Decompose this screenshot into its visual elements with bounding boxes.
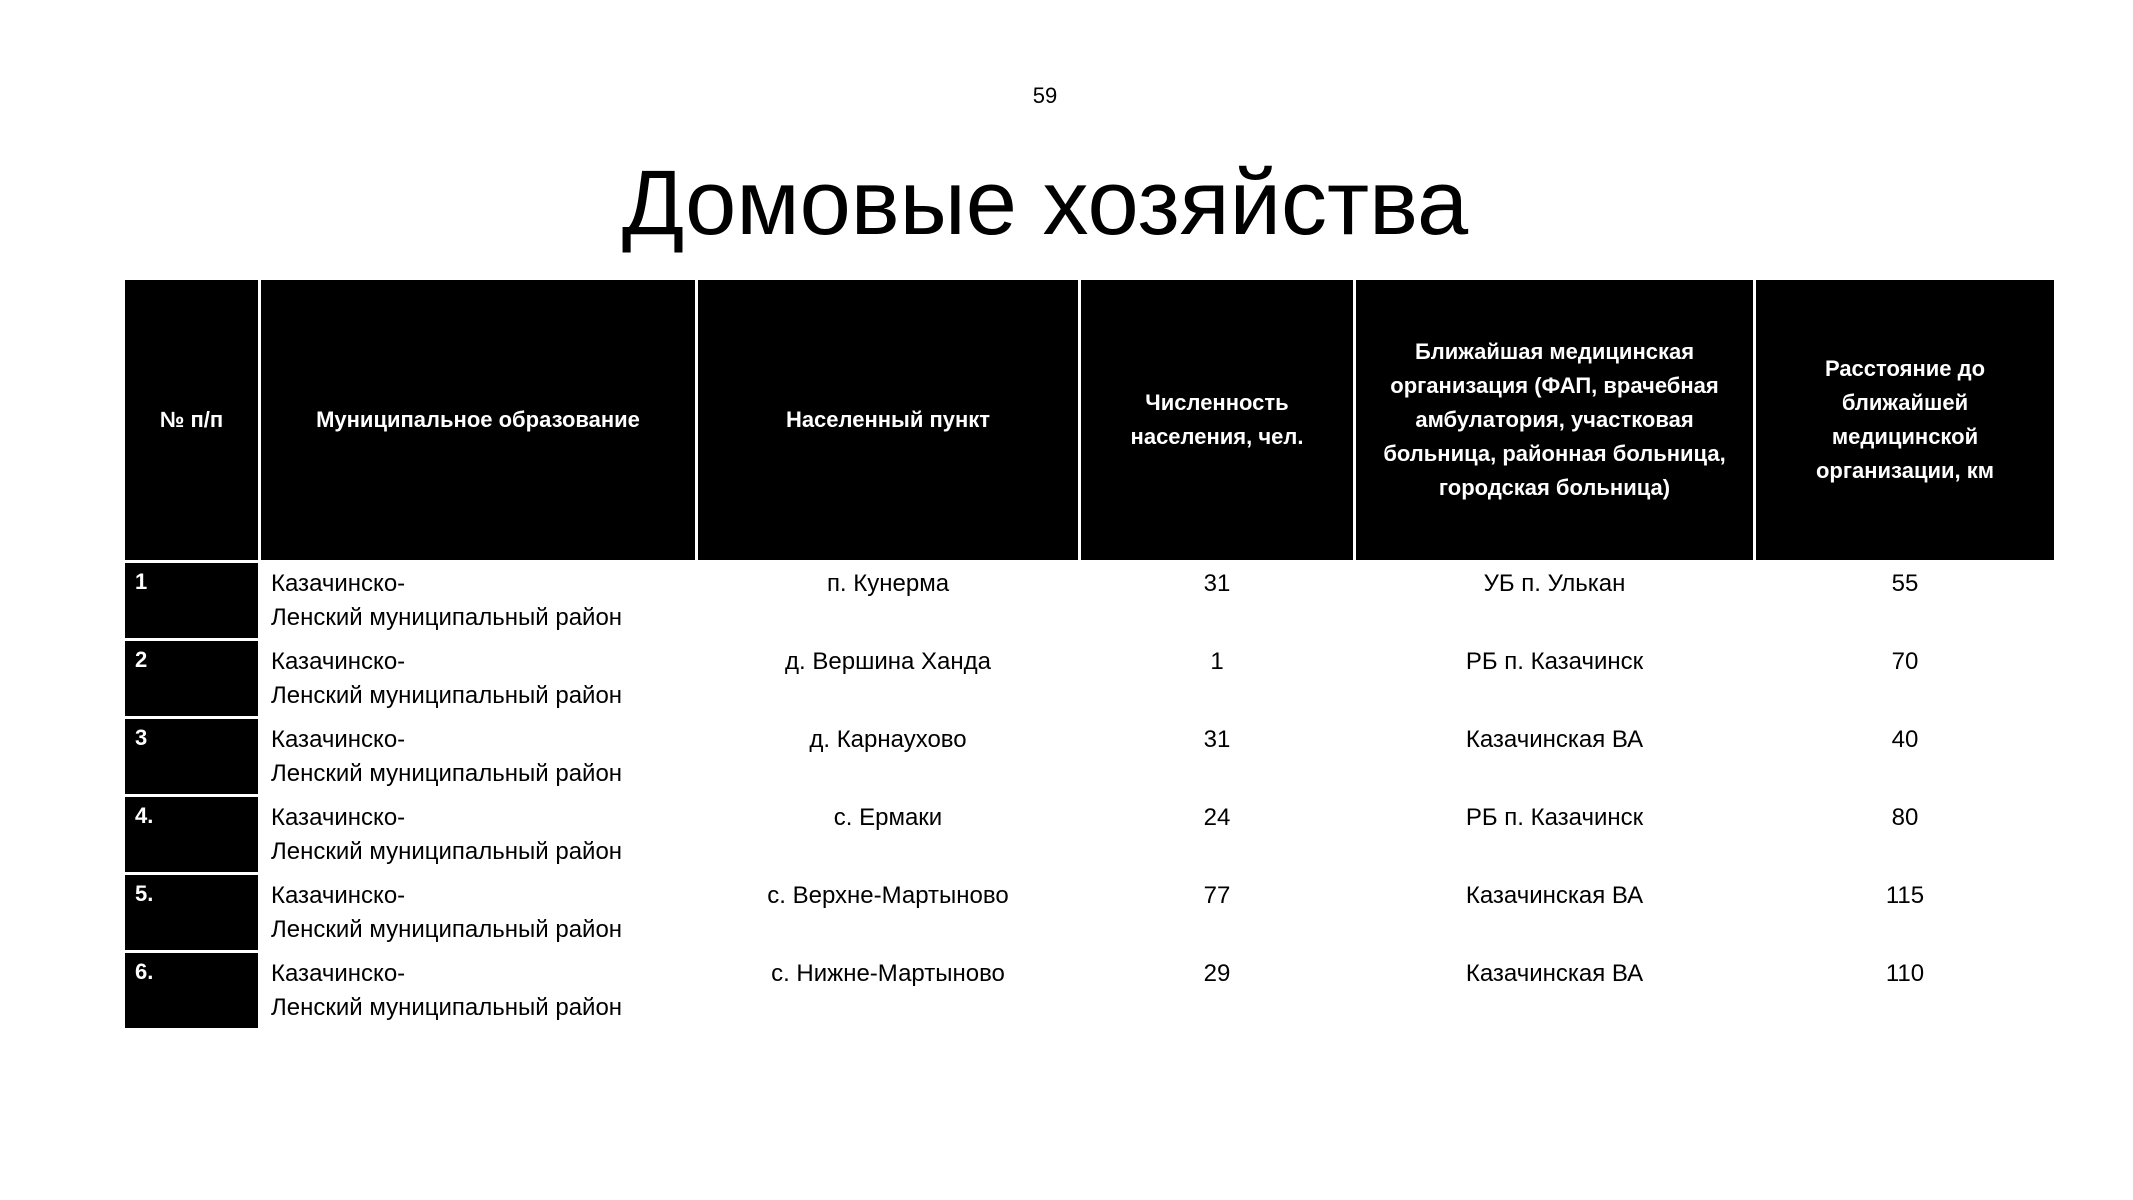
settlement-cell: с. Верхне-Мартыново [767, 882, 1009, 909]
settlement-cell: п. Кунерма [826, 570, 950, 597]
population-cell: 31 [1203, 726, 1231, 753]
municipality-line-1: Казачинско- [271, 648, 406, 675]
population-cell: 1 [1210, 648, 1224, 675]
medical-org-cell: Казачинская ВА [1465, 726, 1644, 753]
distance-cell: 110 [1885, 960, 1925, 987]
table-row [125, 875, 2054, 950]
medical-org-cell: РБ п. Казачинск [1465, 804, 1644, 831]
municipality-line-2: Ленский муниципальный район [271, 838, 623, 865]
municipality-line-1: Казачинско- [271, 882, 406, 909]
municipality-cell [261, 641, 695, 716]
distance-cell: 70 [1891, 648, 1919, 675]
municipality-cell [261, 563, 695, 638]
medical-org-cell: УБ п. Улькан [1483, 570, 1626, 597]
distance-cell: 115 [1885, 882, 1925, 909]
page-number: 59 [1032, 83, 1058, 108]
table-row [125, 563, 2054, 638]
row-number: 3 [125, 719, 258, 794]
header-cell-population: Численность населения, чел. [1081, 280, 1353, 560]
medical-org-cell: РБ п. Казачинск [1465, 648, 1644, 675]
settlement-cell: д. Карнаухово [809, 726, 967, 753]
municipality-line-2: Ленский муниципальный район [271, 682, 623, 709]
medical-org-cell: Казачинская ВА [1465, 882, 1644, 909]
distance-cell: 40 [1891, 726, 1919, 753]
distance-cell: 55 [1891, 570, 1919, 597]
table-row [125, 953, 2054, 1028]
households-table [122, 277, 2057, 1031]
row-number: 2 [125, 641, 258, 716]
settlement-cell: с. Ермаки [833, 804, 943, 831]
page-title: Домовые хозяйства [621, 152, 1469, 254]
row-number: 5. [125, 875, 258, 950]
population-cell: 31 [1203, 570, 1231, 597]
data-table-container [122, 277, 2054, 1031]
municipality-line-2: Ленский муниципальный район [271, 994, 623, 1021]
row-number: 6. [125, 953, 258, 1028]
header-cell-settlement: Населенный пункт [698, 280, 1078, 560]
municipality-line-1: Казачинско- [271, 570, 406, 597]
header-cell-distance: Расстояние до ближайшей медицинской организации, км [1756, 280, 2054, 560]
population-cell: 24 [1203, 804, 1231, 831]
row-number: 1 [125, 563, 258, 638]
municipality-line-2: Ленский муниципальный район [271, 604, 623, 631]
header-cell-medical-org: Ближайшая медицинская организация (ФАП, врачебная амбулатория, участковая больница, районная больница, городская больница) [1356, 280, 1753, 560]
municipality-cell [261, 719, 695, 794]
table-row [125, 641, 2054, 716]
municipality-line-1: Казачинско- [271, 960, 406, 987]
population-cell: 77 [1203, 882, 1231, 909]
municipality-line-2: Ленский муниципальный район [271, 916, 623, 943]
settlement-cell: д. Вершина Ханда [785, 648, 991, 675]
municipality-cell [261, 875, 695, 950]
municipality-line-2: Ленский муниципальный район [271, 760, 623, 787]
header-cell-municipality: Муниципальное образование [261, 280, 695, 560]
distance-cell: 80 [1891, 804, 1919, 831]
settlement-cell: с. Нижне-Мартыново [771, 960, 1005, 987]
table-row [125, 719, 2054, 794]
municipality-line-1: Казачинско- [271, 804, 406, 831]
municipality-cell [261, 953, 695, 1028]
row-number: 4. [125, 797, 258, 872]
header-cell-number: № п/п [125, 280, 258, 560]
municipality-line-1: Казачинско- [271, 726, 406, 753]
population-cell: 29 [1203, 960, 1231, 987]
table-header-row [125, 280, 2054, 560]
municipality-cell [261, 797, 695, 872]
medical-org-cell: Казачинская ВА [1465, 960, 1644, 987]
table-row [125, 797, 2054, 872]
